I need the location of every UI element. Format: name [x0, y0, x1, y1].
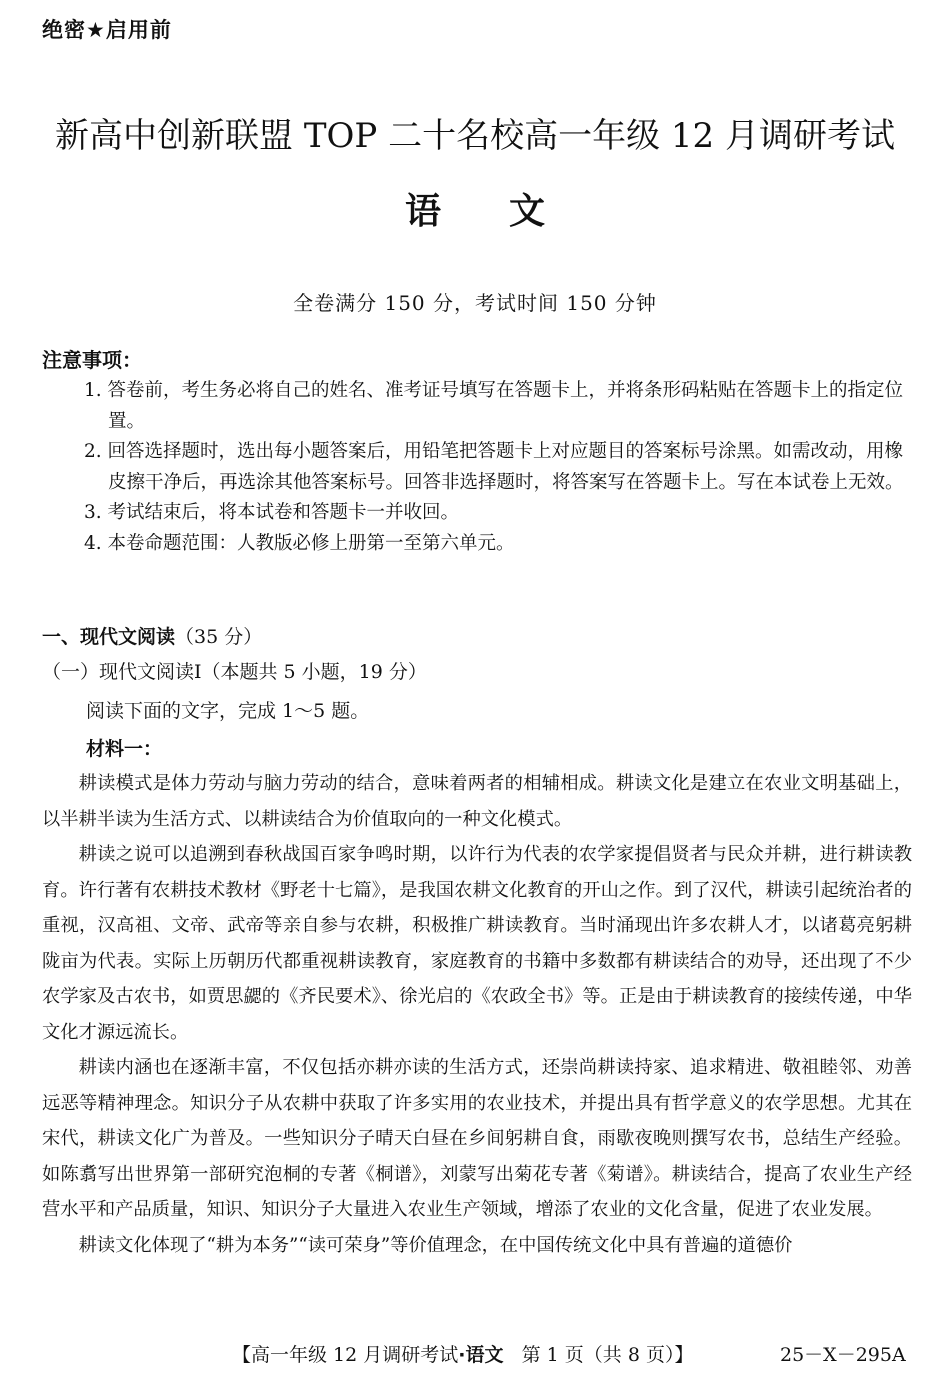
exam-meta: 全卷满分 150 分，考试时间 150 分钟 — [293, 291, 657, 315]
section-title-text: 一、现代文阅读 — [42, 626, 176, 648]
footer-separator: · — [458, 1344, 466, 1366]
subsection-title: （一）现代文阅读Ⅰ（本题共 5 小题，19 分） — [42, 661, 427, 683]
footer-left-bracket: 【 — [232, 1344, 252, 1366]
exam-title: 新高中创新联盟 TOP 二十名校高一年级 12 月调研考试 — [55, 116, 895, 156]
section-title — [42, 622, 262, 649]
section-score: （35 分） — [175, 626, 263, 648]
footer-code: 25－X－295A — [780, 1344, 906, 1366]
note-item: 2. 回答选择题时，选出每小题答案后，用铅笔把答题卡上对应题目的答案标号涂黑。如需改动，用橡皮擦干净后，再选涂其他答案标号。回答非选择题时，将答案写在答题卡上。写在本试卷上无效。 — [84, 441, 904, 493]
passage-paragraph: 耕读文化体现了“耕为本务”“读可荣身”等价值理念，在中国传统文化中具有普遍的道德价 — [78, 1234, 793, 1256]
passage-paragraph: 耕读模式是体力劳动与脑力劳动的结合，意味着两者的相辅相成。耕读文化是建立在农业文明基础上，以半耕半读为生活方式、以耕读结合为价值取向的一种文化模式。 — [42, 773, 912, 830]
passage-paragraph: 耕读内涵也在逐渐丰富，不仅包括亦耕亦读的生活方式，还崇尚耕读持家、追求精进、敬祖睦邻、劝善远恶等精神理念。知识分子从农耕中获取了许多实用的农业技术，并提出具有哲学意义的农学思想。尤其在宋代，耕读文化广为普及。一些知识分子晴天白昼在乡间躬耕自食，雨歇夜晚则撰写农书，总结生产经验。如陈翥写出世界第一部研究泡桐的专著《桐谱》，刘蒙写出菊花专著《菊谱》。耕读结合，提高了农业生产经营水平和产品质量，知识、知识分子大量进入农业生产领域，增添了农业的文化含量，促进了农业发展。 — [42, 1057, 912, 1220]
passage-paragraph: 耕读之说可以追溯到春秋战国百家争鸣时期，以许行为代表的农学家提倡贤者与民众并耕，进行耕读教育。许行著有农耕技术教材《野老十七篇》，是我国农耕文化教育的开山之作。到了汉代，耕读引起统治者的重视，汉高祖、文帝、武帝等亲自参与农耕，积极推广耕读教育。当时涌现出许多农耕人才，以诸葛亮躬耕陇亩为代表。实际上历朝历代都重视耕读教育，家庭教育的书籍中多数都有耕读结合的劝导，还出现了不少农学家及古农书，如贾思勰的《齐民要术》、徐光启的《农政全书》等。正是由于耕读教育的接续传递，中华文化才源远流长。 — [42, 844, 912, 1043]
confidential-mark: 绝密★启用前 — [42, 18, 172, 42]
reading-instruction: 阅读下面的文字，完成 1～5 题。 — [86, 700, 370, 722]
footer-exam-label: 高一年级 12 月调研考试 — [251, 1344, 459, 1366]
footer-page-info: 第 1 页（共 8 页） — [521, 1344, 675, 1366]
material-label: 材料一： — [86, 738, 163, 760]
note-item: 3. 考试结束后，将本试卷和答题卡一并收回。 — [84, 502, 460, 523]
notes-list — [84, 376, 912, 559]
footer-info — [232, 1340, 694, 1367]
notes-heading: 注意事项： — [42, 348, 142, 372]
note-item: 4. 本卷命题范围：人教版必修上册第一至第六单元。 — [84, 532, 515, 554]
note-item: 1. 答卷前，考生务必将自己的姓名、准考证号填写在答题卡上，并将条形码粘贴在答题卡上的指定位置。 — [84, 380, 904, 432]
footer-subject: 语文 — [465, 1344, 504, 1366]
footer-right-bracket: 】 — [674, 1344, 694, 1366]
subject-title: 语文 — [404, 191, 613, 232]
reading-passage — [42, 766, 912, 1263]
